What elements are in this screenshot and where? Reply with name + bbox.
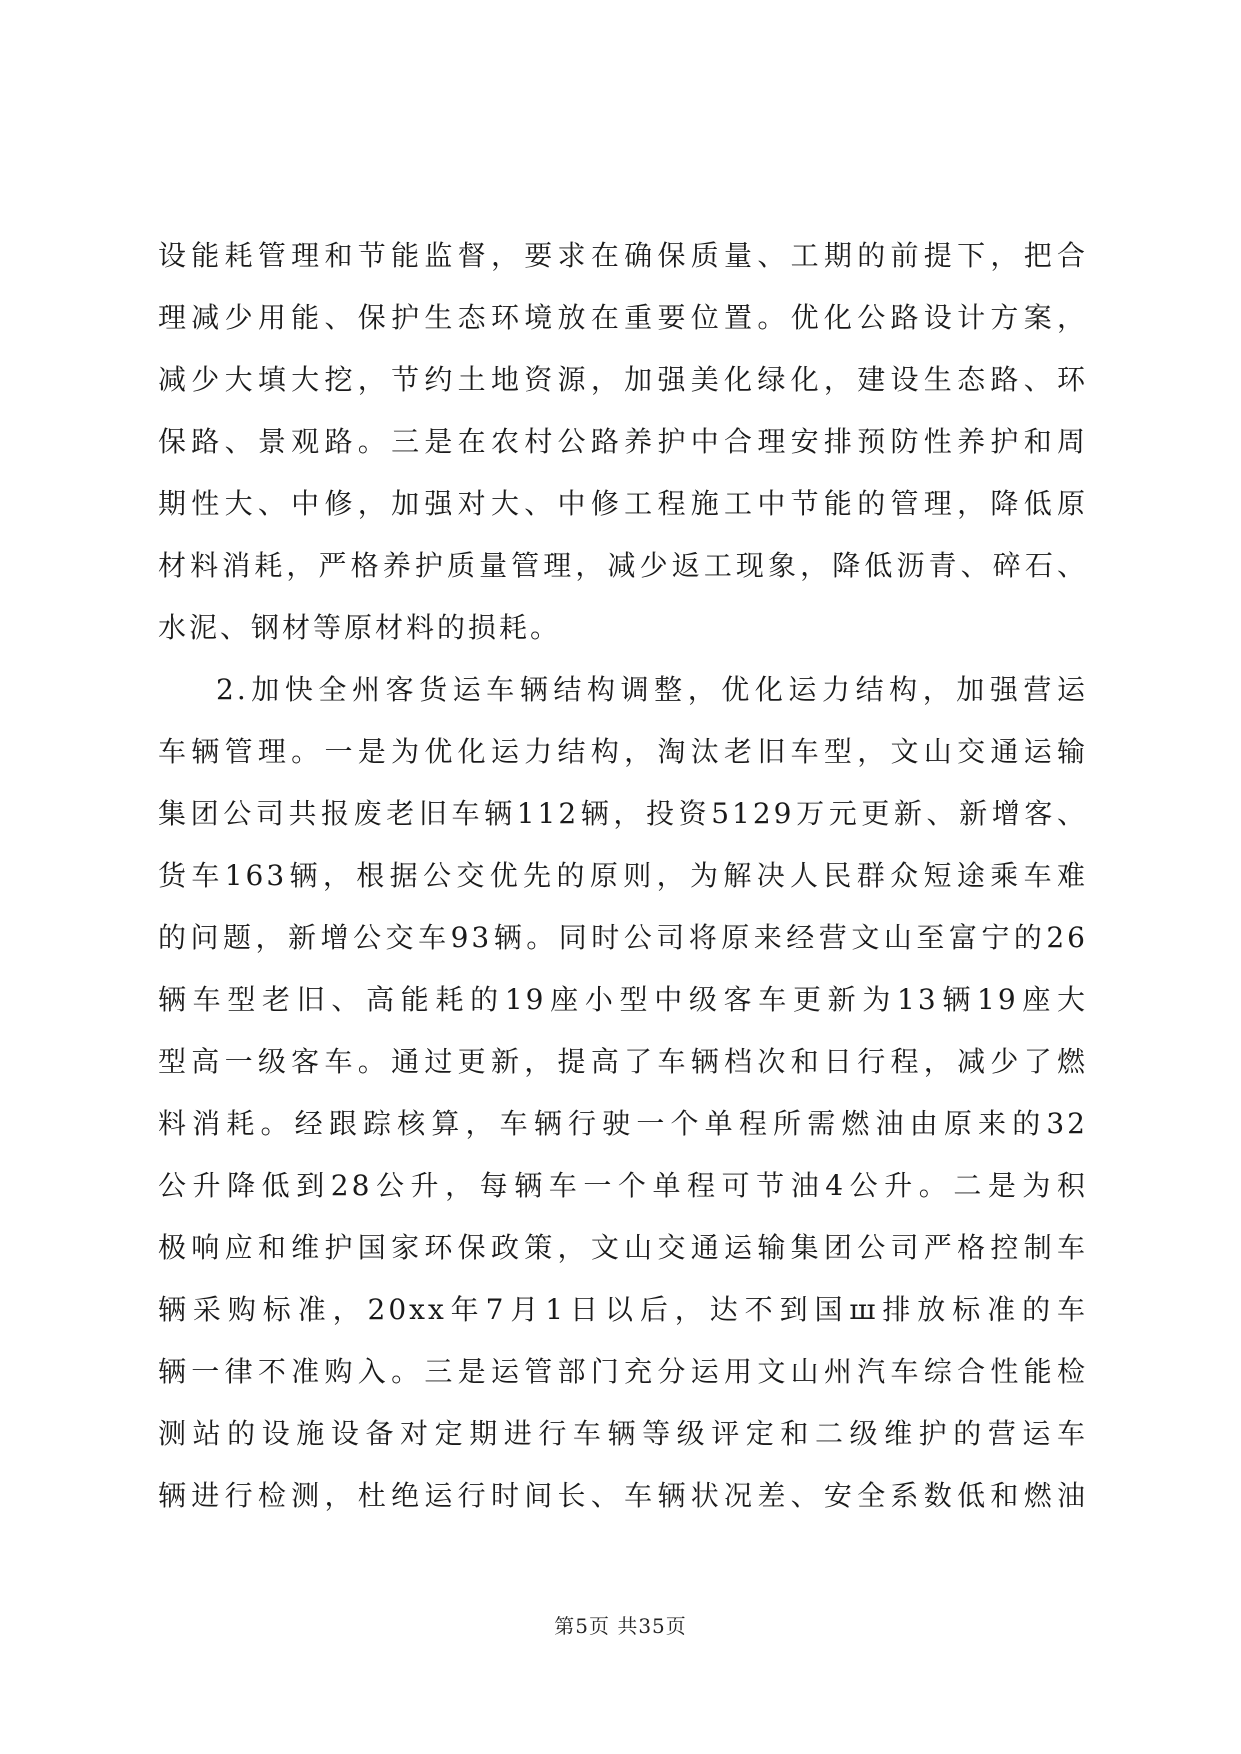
text-line: 货车163辆，根据公交优先的原则，为解决人民群众短途乘车难	[158, 859, 1088, 892]
text-line: 辆采购标准，20xx年7月1日以后，达不到国ш排放标准的车	[158, 1293, 1088, 1326]
text-line: 车辆管理。一是为优化运力结构，淘汰老旧车型，文山交通运输	[158, 735, 1088, 768]
text-line: 水泥、钢材等原材料的损耗。	[158, 611, 562, 644]
text-line: 期性大、中修，加强对大、中修工程施工中节能的管理，降低原	[158, 487, 1088, 520]
text-line: 保路、景观路。三是在农村公路养护中合理安排预防性养护和周	[158, 425, 1088, 458]
text-line: 减少大填大挖，节约土地资源，加强美化绿化，建设生态路、环	[158, 363, 1088, 396]
page-number-footer: 第5页 共35页	[554, 1614, 687, 1638]
text-line: 型高一级客车。通过更新，提高了车辆档次和日行程，减少了燃	[158, 1045, 1088, 1078]
paragraph-start-line: 2.加快全州客货运车辆结构调整，优化运力结构，加强营运	[216, 673, 1088, 706]
text-line: 设能耗管理和节能监督，要求在确保质量、工期的前提下，把合	[158, 239, 1088, 272]
body-text	[158, 225, 1088, 1527]
text-line: 辆一律不准购入。三是运管部门充分运用文山州汽车综合性能检	[158, 1355, 1088, 1388]
text-line: 材料消耗，严格养护质量管理，减少返工现象，降低沥青、碎石、	[158, 549, 1088, 582]
text-line: 辆进行检测，杜绝运行时间长、车辆状况差、安全系数低和燃油	[158, 1479, 1088, 1512]
text-line: 集团公司共报废老旧车辆112辆，投资5129万元更新、新增客、	[158, 797, 1088, 830]
text-line: 极响应和维护国家环保政策，文山交通运输集团公司严格控制车	[158, 1231, 1088, 1264]
text-line: 理减少用能、保护生态环境放在重要位置。优化公路设计方案，	[158, 301, 1088, 334]
text-line: 公升降低到28公升，每辆车一个单程可节油4公升。二是为积	[158, 1169, 1088, 1202]
text-line: 辆车型老旧、高能耗的19座小型中级客车更新为13辆19座大	[158, 983, 1088, 1016]
text-line: 测站的设施设备对定期进行车辆等级评定和二级维护的营运车	[158, 1417, 1088, 1450]
text-line: 的问题，新增公交车93辆。同时公司将原来经营文山至富宁的26	[158, 921, 1088, 954]
text-line: 料消耗。经跟踪核算，车辆行驶一个单程所需燃油由原来的32	[158, 1107, 1088, 1140]
